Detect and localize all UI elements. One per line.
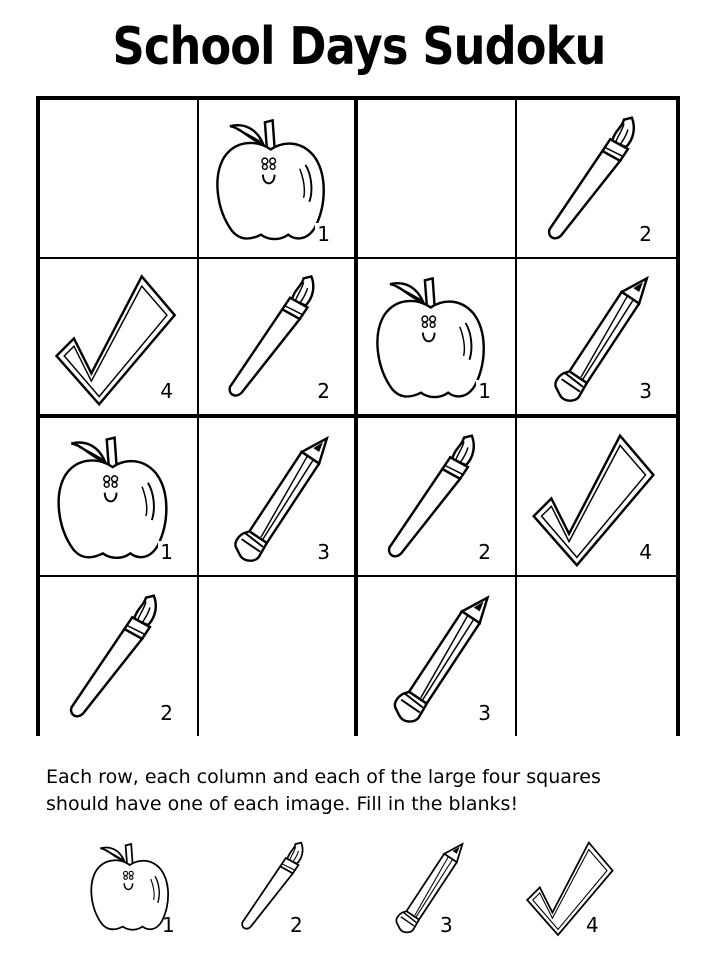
cell-number: 1 xyxy=(317,222,330,246)
legend-item xyxy=(370,830,500,942)
sudoku-cell-filled xyxy=(199,418,358,577)
pencil-icon xyxy=(370,830,500,942)
legend-item xyxy=(220,830,350,942)
sudoku-cell-filled xyxy=(358,577,517,736)
cell-number: 3 xyxy=(639,379,652,403)
checkmark-icon xyxy=(516,830,646,942)
sudoku-grid xyxy=(36,96,680,736)
sudoku-cell-filled xyxy=(40,418,199,577)
sudoku-cell-filled xyxy=(358,259,517,418)
cell-number: 1 xyxy=(160,540,173,564)
sudoku-cell-filled xyxy=(517,418,676,577)
sudoku-cell-filled xyxy=(199,100,358,259)
sudoku-cell-filled xyxy=(358,418,517,577)
cell-number: 4 xyxy=(160,379,173,403)
cell-number: 3 xyxy=(478,701,491,725)
legend-number: 4 xyxy=(586,913,599,937)
sudoku-cell-filled xyxy=(40,259,199,418)
sudoku-cell-filled xyxy=(517,100,676,259)
cell-number: 1 xyxy=(478,379,491,403)
cell-number: 2 xyxy=(160,701,173,725)
sudoku-cell-filled xyxy=(40,577,199,736)
legend-number: 2 xyxy=(290,913,303,937)
legend-number: 1 xyxy=(162,913,175,937)
sudoku-cell-filled xyxy=(199,259,358,418)
cell-number: 2 xyxy=(478,540,491,564)
paintbrush-icon xyxy=(220,830,350,942)
sudoku-cell-blank[interactable] xyxy=(358,100,517,259)
page-title: School Days Sudoku xyxy=(112,17,606,77)
legend-item xyxy=(78,830,208,942)
cell-number: 2 xyxy=(639,222,652,246)
sudoku-cell-blank[interactable] xyxy=(40,100,199,259)
instructions: Each row, each column and each of the large four squares should have one of each image. Fill in the blanks! xyxy=(46,766,601,815)
apple-icon xyxy=(78,830,208,942)
sudoku-cell-blank[interactable] xyxy=(199,577,358,736)
legend-item xyxy=(516,830,646,942)
sudoku-cell-filled xyxy=(517,259,676,418)
cell-number: 2 xyxy=(317,379,330,403)
legend-number: 3 xyxy=(440,913,453,937)
cell-number: 3 xyxy=(317,540,330,564)
cell-number: 4 xyxy=(639,540,652,564)
sudoku-cell-blank[interactable] xyxy=(517,577,676,736)
